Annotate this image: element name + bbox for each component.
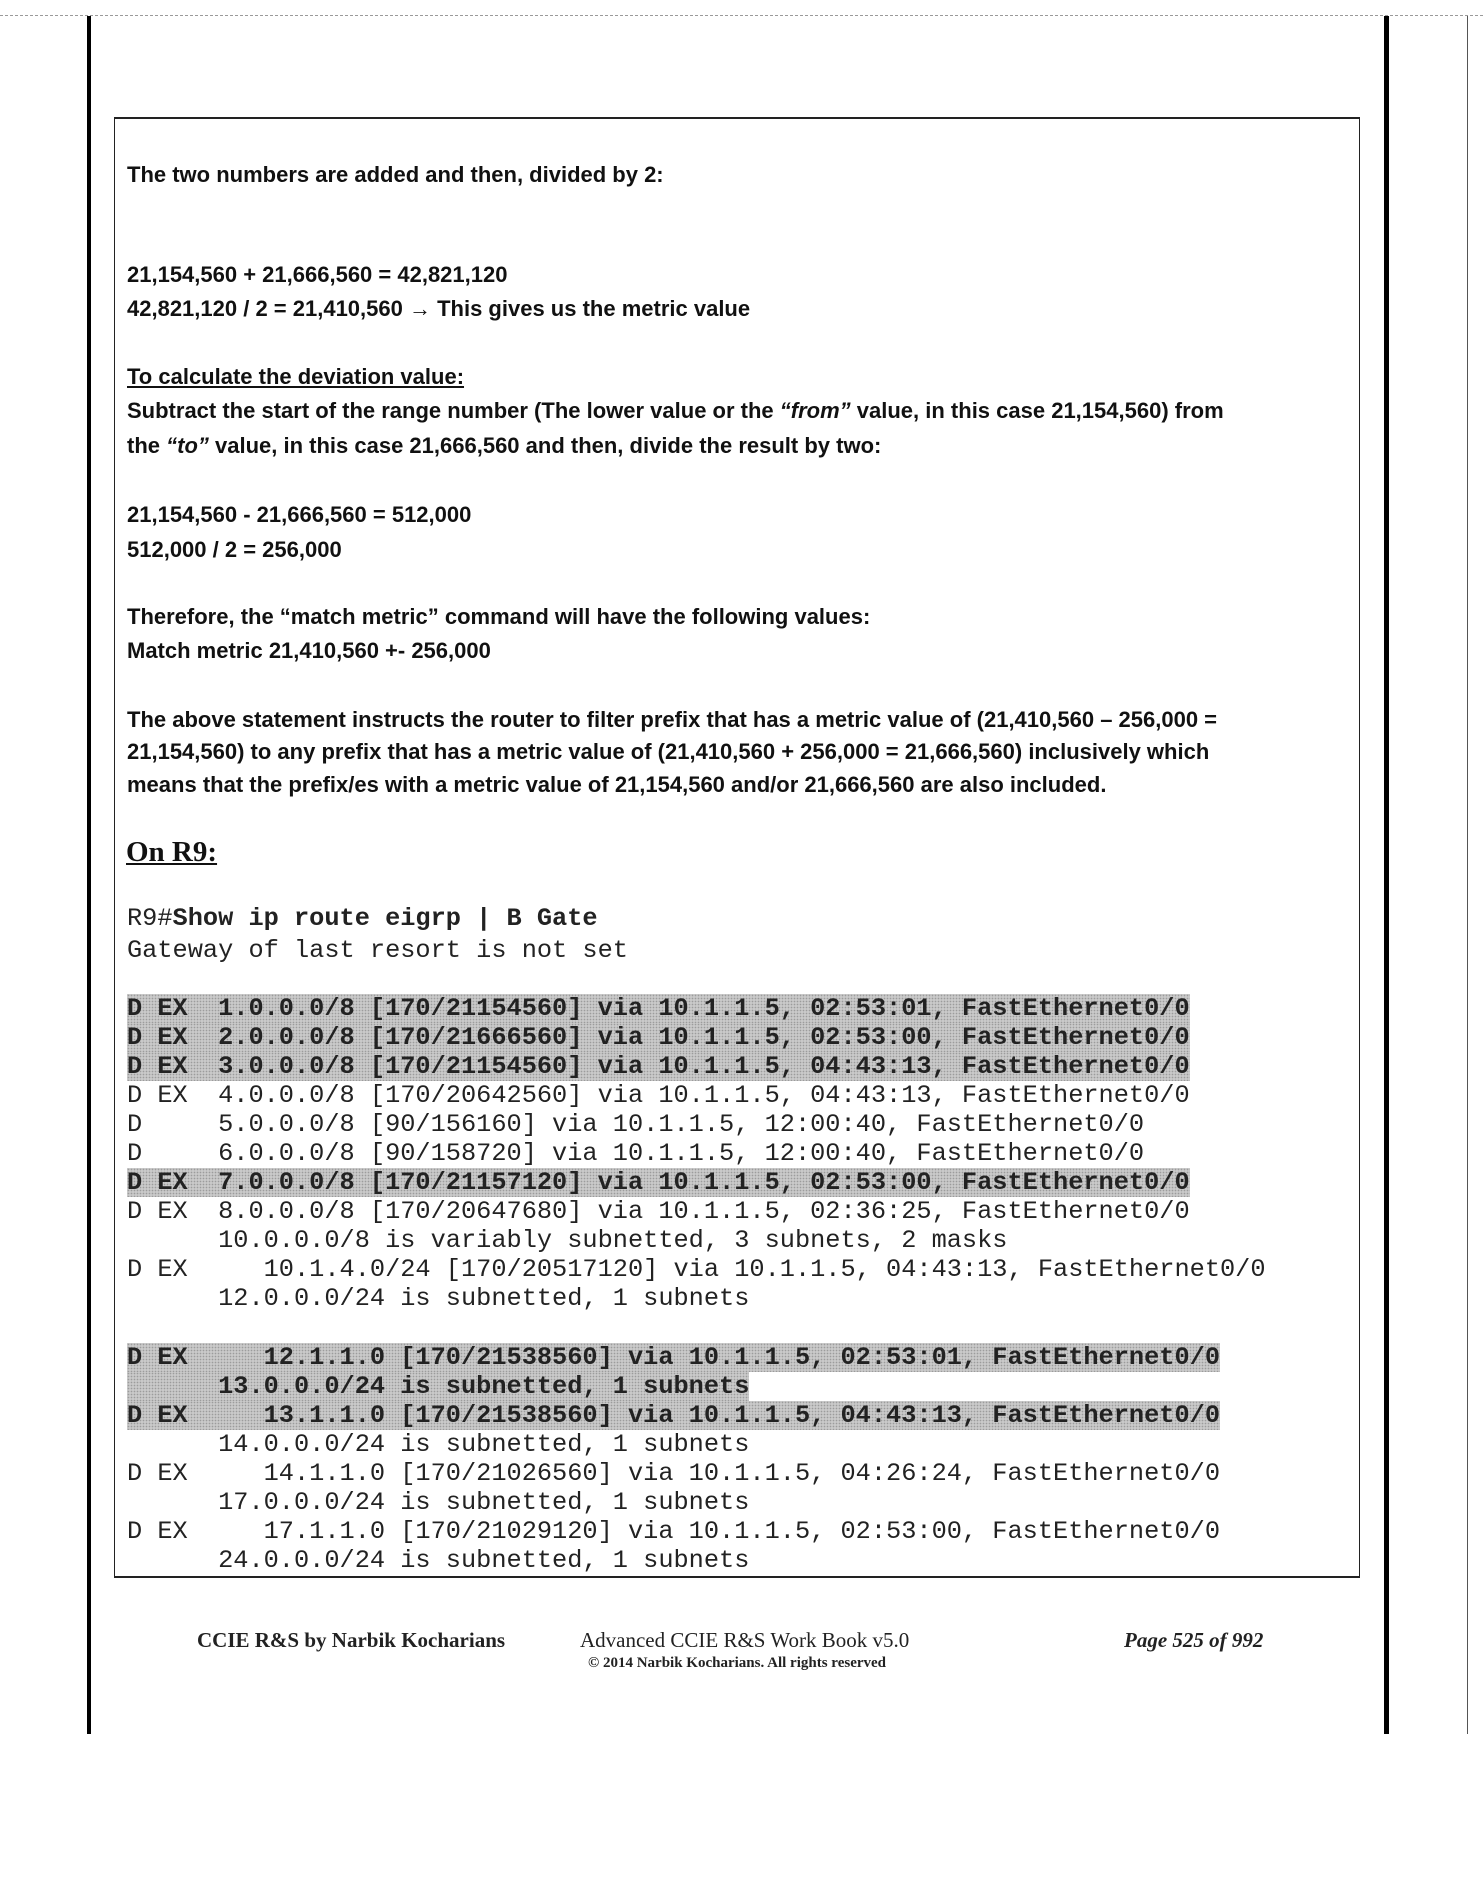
route-line	[127, 1372, 749, 1401]
text-span: Subtract the start of the range number (The lower value or the	[127, 398, 780, 423]
route-line	[127, 1081, 1190, 1110]
route-line	[127, 1284, 749, 1313]
cli-prompt: R9#	[127, 904, 173, 933]
highlighted-route-text: 13.0.0.0/24 is subnetted, 1 subnets	[127, 1372, 750, 1401]
route-line	[127, 1052, 1190, 1081]
highlighted-route-text: D EX 13.1.1.0 [170/21538560] via 10.1.1.5, 04:43:13, FastEthernet0/0	[127, 1401, 1221, 1430]
route-text: 24.0.0.0/24 is subnetted, 1 subnets	[127, 1546, 750, 1575]
route-line	[127, 1517, 1220, 1546]
page-right-border	[1384, 16, 1389, 1734]
statement-line-2: 21,154,560) to any prefix that has a metric value of (21,410,560 + 256,000 = 21,666,560) inclusively which	[127, 739, 1210, 764]
route-line	[127, 1430, 749, 1459]
page-top-rule	[0, 15, 1483, 16]
subtract-instruction-line-2	[127, 433, 881, 459]
footer-author: CCIE R&S by Narbik Kocharians	[197, 1628, 506, 1652]
route-line	[127, 1488, 749, 1517]
highlighted-route-text: D EX 7.0.0.0/8 [170/21157120] via 10.1.1.5, 02:53:00, FastEthernet0/0	[127, 1168, 1190, 1197]
average-equation-note: This gives us the metric value	[430, 296, 751, 321]
sum-equation: 21,154,560 + 21,666,560 = 42,821,120	[127, 262, 508, 287]
route-text: 17.0.0.0/24 is subnetted, 1 subnets	[127, 1488, 750, 1517]
route-text: D EX 14.1.1.0 [170/21026560] via 10.1.1.5, 04:26:24, FastEthernet0/0	[127, 1459, 1221, 1488]
highlighted-route-text: D EX 1.0.0.0/8 [170/21154560] via 10.1.1.5, 02:53:01, FastEthernet0/0	[127, 994, 1190, 1023]
route-line	[127, 1023, 1190, 1052]
footer-copyright: © 2014 Narbik Kocharians. All rights reserved	[588, 1655, 887, 1671]
route-line	[127, 1226, 1007, 1255]
average-equation	[127, 296, 750, 322]
text-span: value, in this case 21,154,560) from	[850, 398, 1224, 423]
route-text: 10.0.0.0/8 is variably subnetted, 3 subnets, 2 masks	[127, 1226, 1008, 1255]
route-text: D EX 10.1.4.0/24 [170/20517120] via 10.1.1.5, 04:43:13, FastEthernet0/0	[127, 1255, 1266, 1284]
route-text: D EX 17.1.1.0 [170/21029120] via 10.1.1.5, 02:53:00, FastEthernet0/0	[127, 1517, 1221, 1546]
route-text: 14.0.0.0/24 is subnetted, 1 subnets	[127, 1430, 750, 1459]
subtract-instruction-line-1	[127, 398, 1224, 424]
therefore-line: Therefore, the “match metric” command will have the following values:	[127, 604, 871, 629]
statement-line-1: The above statement instructs the router to filter prefix that has a metric value of (21,410,560 – 256,000 =	[127, 707, 1218, 732]
cli-gateway-line: Gateway of last resort is not set	[127, 936, 628, 965]
route-line	[127, 1459, 1220, 1488]
route-text: D EX 4.0.0.0/8 [170/20642560] via 10.1.1.5, 04:43:13, FastEthernet0/0	[127, 1081, 1190, 1110]
route-line	[127, 1255, 1266, 1284]
average-equation-text: 42,821,120 / 2 = 21,410,560	[127, 296, 409, 321]
text-span: value, in this case 21,666,560 and then, divide the result by two:	[208, 433, 882, 458]
difference-equation: 21,154,560 - 21,666,560 = 512,000	[127, 502, 472, 527]
half-equation: 512,000 / 2 = 256,000	[127, 537, 342, 562]
route-line	[127, 1401, 1220, 1430]
page-left-border	[87, 16, 91, 1734]
footer-page-number: Page 525 of 992	[1124, 1628, 1264, 1652]
to-term: “to”	[166, 433, 209, 458]
route-text: D EX 8.0.0.0/8 [170/20647680] via 10.1.1.5, 02:36:25, FastEthernet0/0	[127, 1197, 1190, 1226]
cli-command-line	[127, 904, 598, 933]
route-line	[127, 1139, 1144, 1168]
deviation-heading: To calculate the deviation value:	[127, 364, 465, 389]
scan-edge-line	[1467, 16, 1468, 1734]
route-line	[127, 1343, 1220, 1372]
route-text: 12.0.0.0/24 is subnetted, 1 subnets	[127, 1284, 750, 1313]
route-line	[127, 1546, 749, 1575]
footer-book-title: Advanced CCIE R&S Work Book v5.0	[580, 1628, 910, 1652]
route-line	[127, 1110, 1144, 1139]
cli-command: Show ip route eigrp | B Gate	[172, 904, 598, 933]
route-line	[127, 1168, 1190, 1197]
route-line	[127, 1197, 1190, 1226]
route-text: D 5.0.0.0/8 [90/156160] via 10.1.1.5, 12:00:40, FastEthernet0/0	[127, 1110, 1145, 1139]
route-line	[127, 994, 1190, 1023]
text-span: the	[127, 433, 167, 458]
route-text: D 6.0.0.0/8 [90/158720] via 10.1.1.5, 12:00:40, FastEthernet0/0	[127, 1139, 1145, 1168]
highlighted-route-text: D EX 3.0.0.0/8 [170/21154560] via 10.1.1.5, 04:43:13, FastEthernet0/0	[127, 1052, 1190, 1081]
from-term: “from”	[779, 398, 851, 423]
intro-paragraph: The two numbers are added and then, divided by 2:	[127, 162, 664, 187]
highlighted-route-text: D EX 2.0.0.0/8 [170/21666560] via 10.1.1.5, 02:53:00, FastEthernet0/0	[127, 1023, 1190, 1052]
match-metric-line: Match metric 21,410,560 +- 256,000	[127, 638, 491, 663]
arrow-right-icon: →	[408, 296, 431, 321]
statement-line-3: means that the prefix/es with a metric value of 21,154,560 and/or 21,666,560 are also included.	[127, 772, 1107, 797]
section-heading-r9: On R9:	[126, 836, 218, 868]
highlighted-route-text: D EX 12.1.1.0 [170/21538560] via 10.1.1.5, 02:53:01, FastEthernet0/0	[127, 1343, 1221, 1372]
